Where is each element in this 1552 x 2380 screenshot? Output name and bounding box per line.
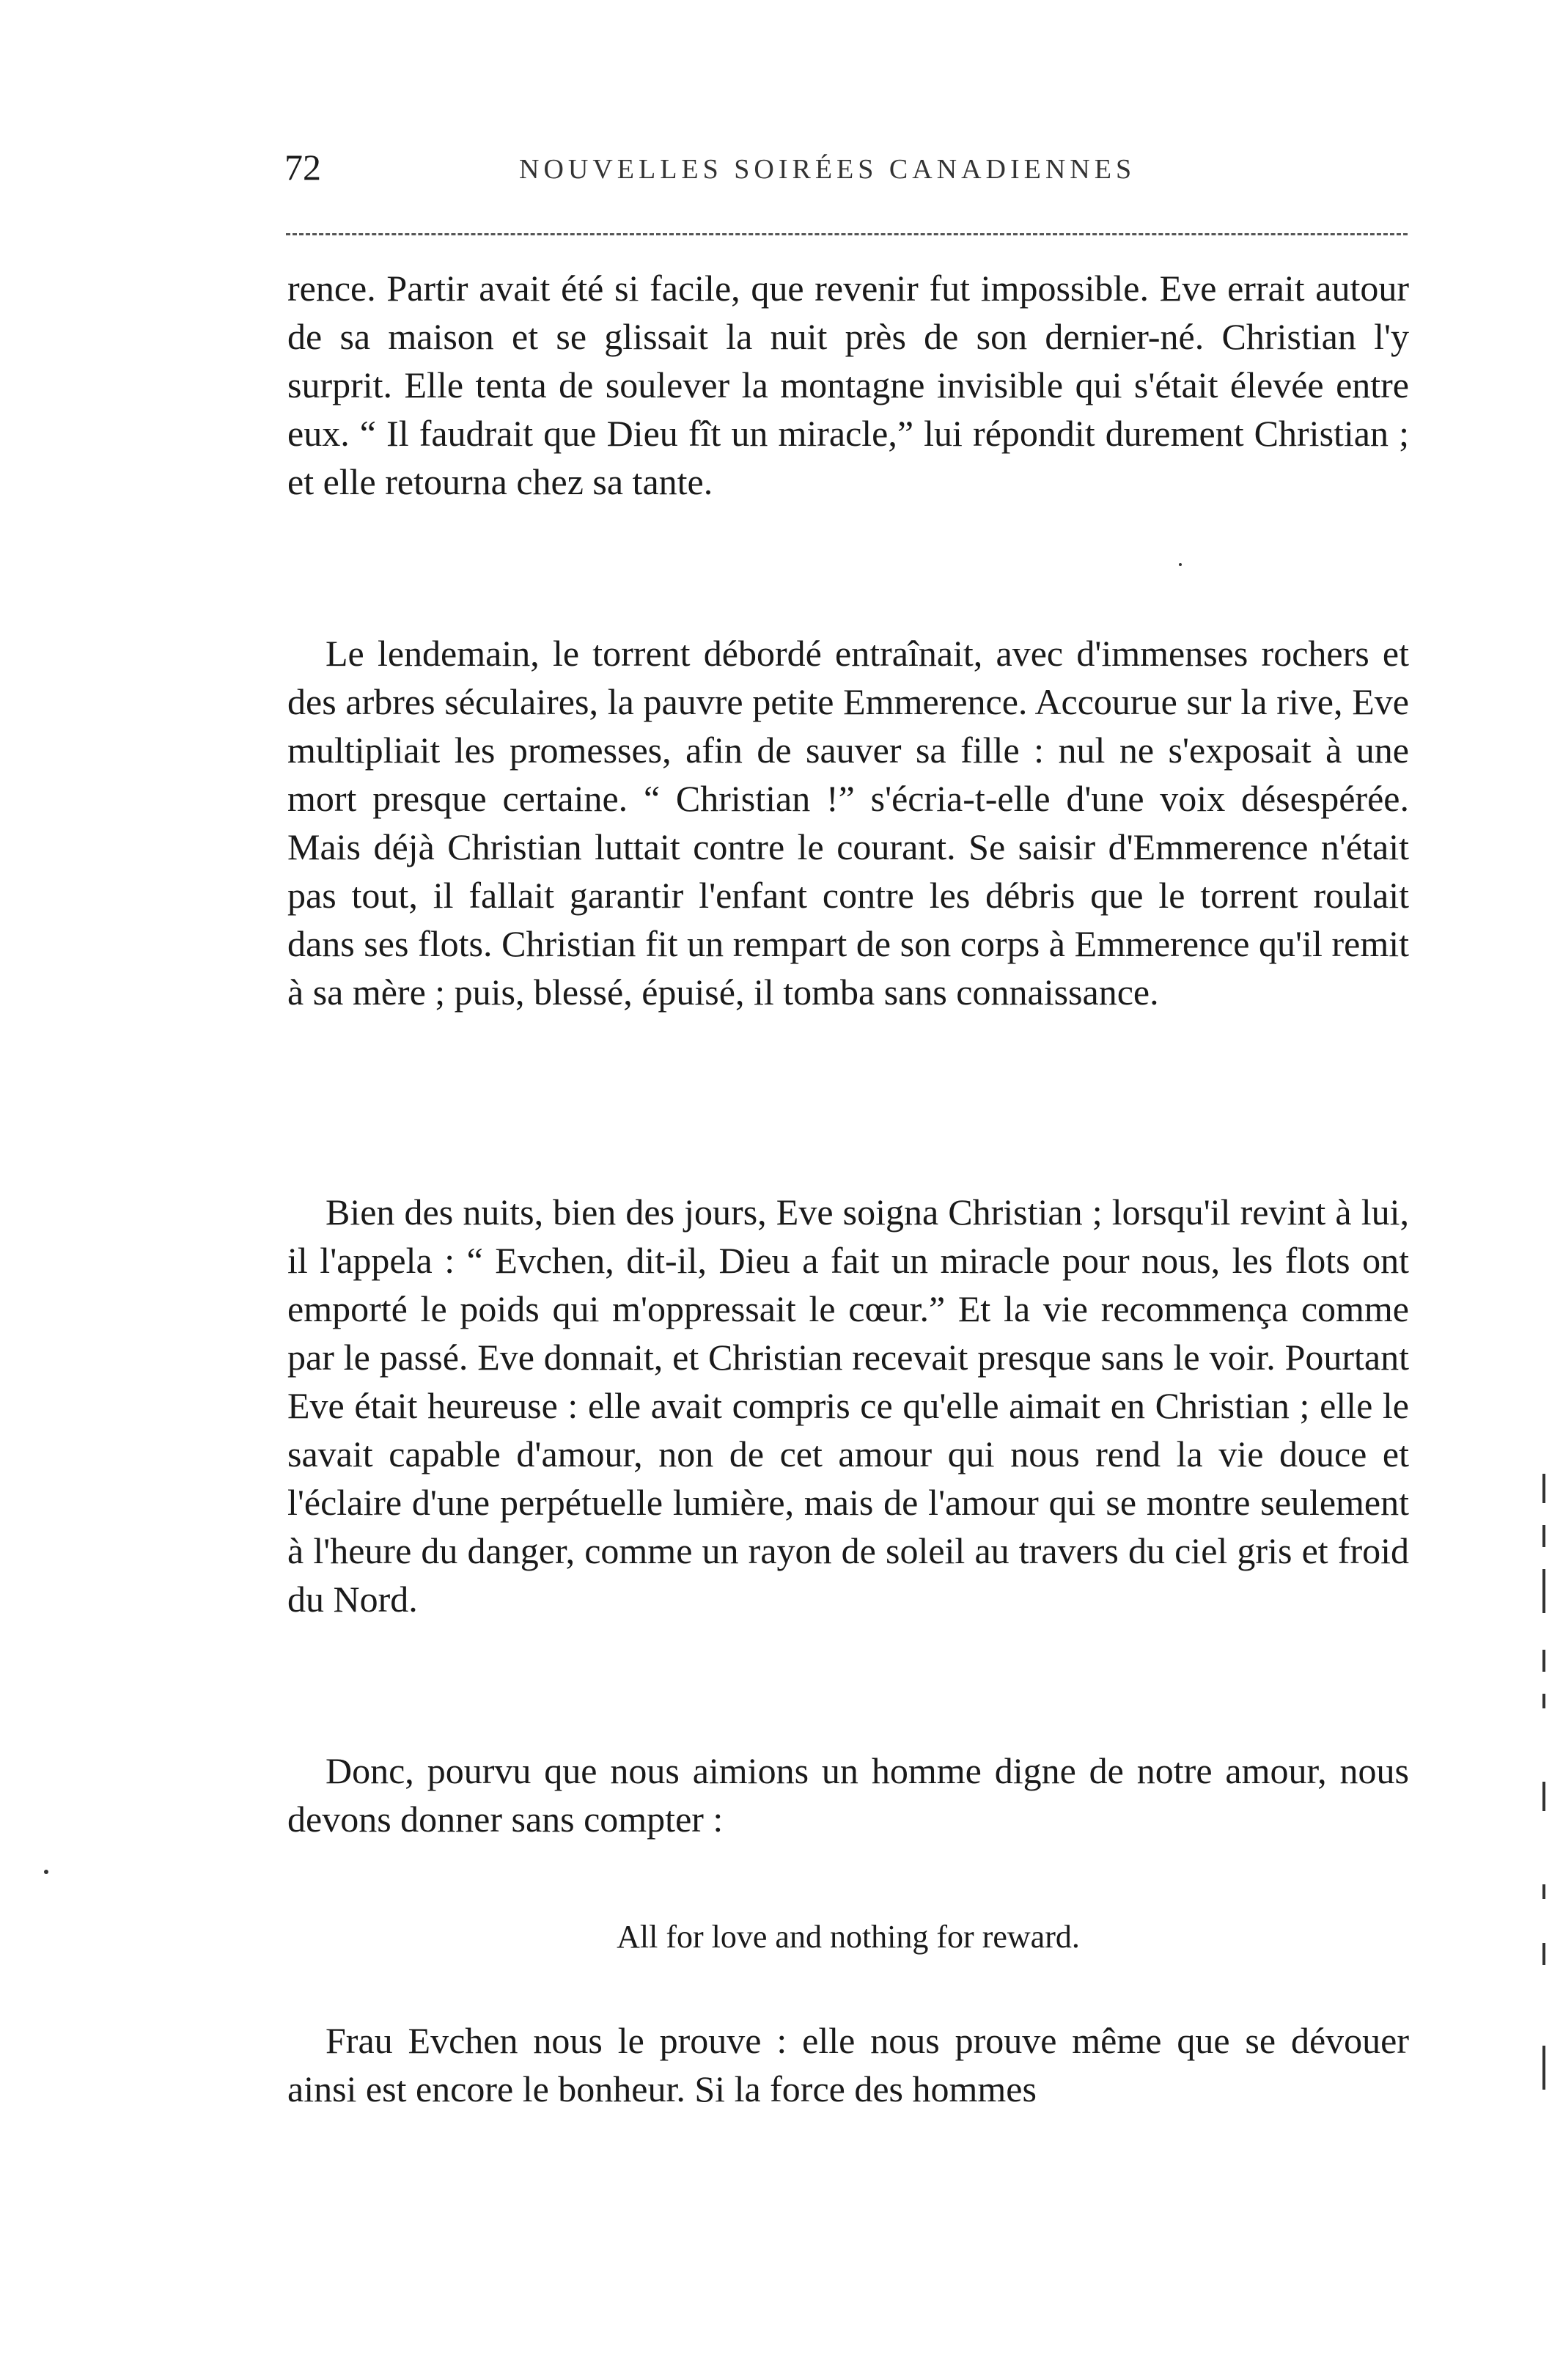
paragraph-recovery xyxy=(287,1188,1409,1623)
margin-scan-marks xyxy=(1542,1474,1547,2134)
paragraph-text: Frau Evchen nous le prouve : elle nous prouve même que se dévouer ainsi est encore le bonheur. Si la force des hommes xyxy=(287,2020,1409,2109)
scan-mark xyxy=(1542,1474,1545,1503)
scan-mark xyxy=(1542,1569,1545,1613)
paragraph-continuation xyxy=(287,264,1409,506)
paragraph-text: rence. Partir avait été si facile, que revenir fut impossible. Eve errait autour de sa maison et se glissait la nuit près de son dernier-né. Christian l'y surprit. Elle tenta de soulever la montagne invisible qui s'était élevée entre eux. “ Il faudrait que Dieu fît un miracle,” lui répondit durement Christian ; et elle retourna chez sa tante. xyxy=(287,268,1409,502)
scan-mark xyxy=(1542,1943,1545,1965)
scan-mark xyxy=(1542,1694,1545,1708)
paragraph-flood xyxy=(287,629,1409,1016)
paragraph-text: Bien des nuits, bien des jours, Eve soigna Christian ; lorsqu'il revint à lui, il l'appela : “ Evchen, dit-il, Dieu a fait un miracle pour nous, les flots ont emporté le poids qui m'oppressait le cœur.” Et la vie recommença comme par le passé. Eve donnait, et Christian recevait presque sans le voir. Pourtant Eve était heureuse : elle avait compris ce qu'elle aimait en Christian ; elle le savait capable d'amour, non de cet amour qui nous rend la vie douce et l'éclaire d'une perpétuelle lumière, mais de l'amour qui se montre seulement à l'heure du danger, comme un rayon de soleil au travers du ciel gris et froid du Nord. xyxy=(287,1191,1409,1620)
scan-mark xyxy=(1542,1782,1545,1811)
header-rule xyxy=(286,233,1408,235)
paragraph-conclusion xyxy=(287,1747,1409,1843)
scan-mark xyxy=(1542,1525,1545,1547)
running-title: NOUVELLES SOIRÉES CANADIENNES xyxy=(519,154,1136,185)
scan-mark xyxy=(1542,1650,1545,1672)
paragraph-text: Le lendemain, le torrent débordé entraînait, avec d'immenses rochers et des arbres séculaires, la pauvre petite Emmerence. Accourue sur la rive, Eve multipliait les promesses, afin de sauver sa fille : nul ne s'exposait à une mort presque certaine. “ Christian !” s'écria-t-elle d'une voix désespérée. Mais déjà Christian luttait contre le courant. Se saisir d'Emmerence n'était pas tout, il fallait garantir l'enfant contre les débris que le torrent roulait dans ses flots. Christian fit un rempart de son corps à Emmerence qu'il remit à sa mère ; puis, blessé, épuisé, il tomba sans connaissance. xyxy=(287,633,1409,1013)
scan-speck xyxy=(1179,563,1182,566)
scan-speck xyxy=(44,1870,48,1874)
page-number: 72 xyxy=(284,147,321,188)
paragraph-final xyxy=(287,2016,1409,2113)
epigraph-quote: All for love and nothing for reward. xyxy=(617,1919,1080,1955)
scan-mark xyxy=(1542,2046,1545,2090)
paragraph-text: Donc, pourvu que nous aimions un homme digne de notre amour, nous devons donner sans compter : xyxy=(287,1750,1409,1840)
scan-mark xyxy=(1542,1884,1545,1899)
page-header xyxy=(284,145,1406,197)
